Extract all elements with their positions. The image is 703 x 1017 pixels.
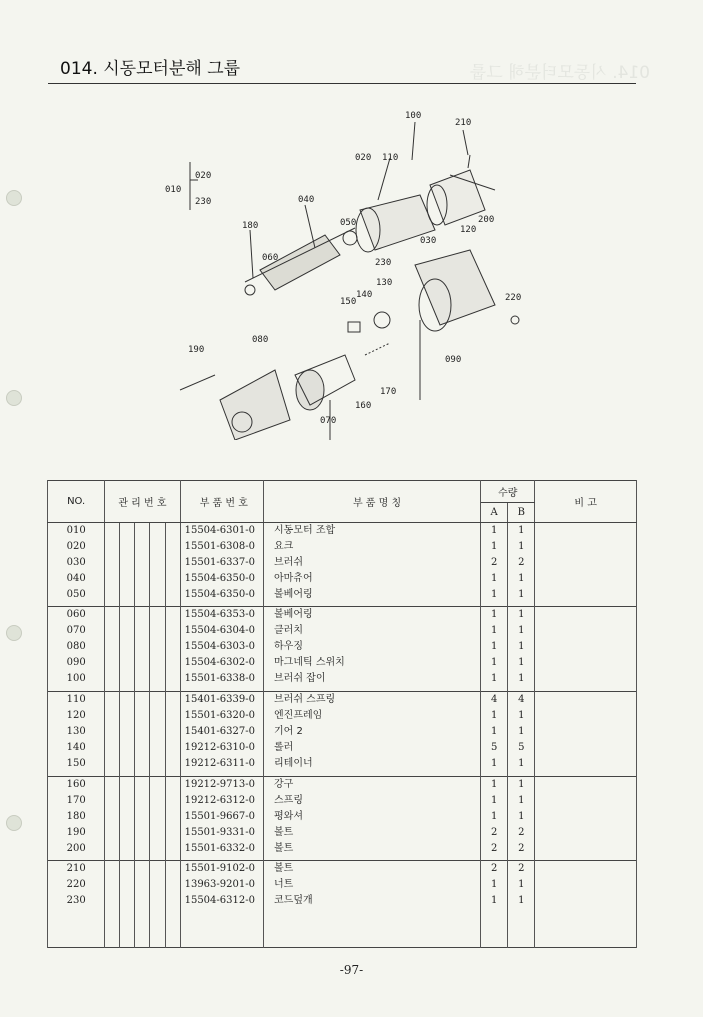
col-header-name: 부 품 명 칭 [264, 481, 481, 523]
cell-a: 1 [490, 588, 498, 600]
empty-column [150, 776, 165, 861]
empty-column [120, 607, 135, 692]
cell-a: 1 [490, 778, 498, 790]
cell-a: 1 [490, 524, 498, 536]
cell-name: 볼트 [274, 826, 294, 838]
diagram-label: 060 [262, 253, 279, 263]
row-group [48, 522, 637, 607]
diagram-label: 020 [195, 171, 212, 181]
diagram-label: 190 [188, 345, 205, 355]
cell-code: 15504-6302-0 [184, 657, 255, 669]
empty-column [165, 607, 180, 692]
cell-code: 13963-9201-0 [184, 879, 255, 891]
empty-column [535, 607, 637, 692]
col-a [481, 692, 508, 777]
cell-name: 강구 [274, 778, 294, 790]
cell-name: 요크 [274, 540, 294, 552]
cell-a: 4 [490, 694, 498, 706]
empty-column [165, 692, 180, 777]
cell-code: 15501-6338-0 [184, 673, 255, 685]
diagram-label: 100 [405, 111, 422, 121]
cell-no: 030 [66, 556, 86, 568]
cell-no: 210 [66, 863, 86, 875]
cell-b: 1 [518, 588, 525, 600]
col-b [508, 776, 535, 861]
cell-a: 1 [490, 657, 498, 669]
diagram-label: 020 [355, 153, 372, 163]
binder-hole [6, 190, 22, 206]
cell-no: 090 [66, 657, 86, 669]
empty-column [105, 776, 120, 861]
cell-no: 170 [66, 794, 86, 806]
cell-name: 코드덮개 [274, 895, 313, 907]
empty-column [120, 522, 135, 607]
empty-column [165, 776, 180, 861]
cell-b: 1 [518, 540, 525, 552]
row-group [48, 607, 637, 692]
empty-column [150, 692, 165, 777]
cell-no: 100 [66, 673, 86, 685]
empty-column [535, 861, 637, 948]
cell-code: 15504-6303-0 [184, 641, 255, 653]
col-name [264, 522, 481, 607]
cell-b: 1 [518, 879, 525, 891]
cell-code: 15504-6350-0 [184, 572, 255, 584]
cell-name: 볼베어링 [274, 609, 313, 621]
col-name [264, 776, 481, 861]
empty-column [535, 776, 637, 861]
cell-a: 2 [490, 863, 498, 875]
bleed-through-title: 014. 시동모터분해 그룹 [470, 63, 651, 83]
col-header-qty: 수량 [481, 481, 535, 503]
cell-b: 1 [518, 657, 525, 669]
cell-b: 1 [518, 794, 525, 806]
col-name [264, 607, 481, 692]
cell-b: 1 [518, 673, 525, 685]
diagram-label: 140 [356, 290, 373, 300]
cell-no: 110 [66, 694, 86, 706]
cell-no: 080 [66, 641, 86, 653]
cell-b: 1 [518, 758, 525, 770]
cell-a: 1 [490, 758, 498, 770]
parts-table [47, 480, 637, 948]
col-code [180, 522, 263, 607]
cell-a: 2 [490, 556, 498, 568]
col-no [48, 607, 105, 692]
col-name [264, 861, 481, 948]
cell-no: 010 [66, 524, 86, 536]
cell-code: 15504-6304-0 [184, 625, 255, 637]
empty-column [165, 861, 180, 948]
cell-code: 19212-6310-0 [184, 742, 255, 754]
page-number: -97- [339, 963, 364, 977]
cell-a: 2 [490, 826, 498, 838]
binder-hole [6, 390, 22, 406]
cell-code: 19212-9713-0 [184, 778, 255, 790]
cell-code: 15501-9331-0 [184, 826, 255, 838]
cell-name: 클러치 [274, 625, 303, 637]
empty-column [105, 607, 120, 692]
empty-column [165, 522, 180, 607]
empty-column [150, 522, 165, 607]
cell-a: 1 [490, 879, 498, 891]
cell-name: 롤러 [274, 742, 294, 754]
cell-b: 1 [518, 895, 525, 907]
cell-name: 브러쉬 [274, 556, 303, 568]
diagram-label: 110 [382, 153, 399, 163]
col-a [481, 861, 508, 948]
diagram-label: 230 [195, 197, 212, 207]
col-a [481, 522, 508, 607]
diagram-label: 160 [355, 401, 372, 411]
cell-no: 140 [66, 742, 86, 754]
cell-no: 120 [66, 710, 86, 722]
col-a [481, 607, 508, 692]
diagram-label: 010 [165, 185, 182, 195]
diagram-label: 230 [375, 258, 392, 268]
diagram-label: 050 [340, 218, 357, 228]
col-no [48, 861, 105, 948]
empty-column [135, 861, 150, 948]
cell-b: 2 [518, 863, 525, 875]
cell-name: 브러쉬 잡이 [274, 673, 326, 685]
diagram-label: 130 [376, 278, 393, 288]
cell-a: 1 [490, 641, 498, 653]
cell-no: 190 [66, 826, 86, 838]
cell-no: 220 [66, 879, 86, 891]
cell-name: 볼트 [274, 842, 294, 854]
col-code [180, 607, 263, 692]
col-code [180, 861, 263, 948]
cell-name: 리테이너 [274, 758, 313, 770]
cell-no: 130 [66, 726, 86, 738]
cell-no: 160 [66, 778, 86, 790]
binder-hole [6, 625, 22, 641]
cell-no: 200 [66, 842, 86, 854]
col-name [264, 692, 481, 777]
cell-name: 볼트 [274, 863, 294, 875]
empty-column [535, 522, 637, 607]
cell-b: 1 [518, 641, 525, 653]
diagram-label: 220 [505, 293, 522, 303]
empty-column [135, 692, 150, 777]
empty-column [105, 522, 120, 607]
col-no [48, 776, 105, 861]
cell-no: 150 [66, 758, 86, 770]
col-header-a: A [481, 502, 508, 522]
cell-a: 1 [490, 895, 498, 907]
diagram-label: 210 [455, 118, 472, 128]
cell-name: 평와셔 [274, 810, 303, 822]
cell-b: 2 [518, 842, 525, 854]
cell-code: 15501-6337-0 [184, 556, 255, 568]
cell-b: 1 [518, 726, 525, 738]
cell-no: 050 [66, 588, 86, 600]
row-group [48, 776, 637, 861]
col-b [508, 692, 535, 777]
cell-a: 1 [490, 810, 498, 822]
cell-code: 15501-6320-0 [184, 710, 255, 722]
cell-b: 1 [518, 524, 525, 536]
diagram-label: 030 [420, 236, 437, 246]
row-group [48, 692, 637, 777]
diagram-label: 150 [340, 297, 357, 307]
cell-no: 020 [66, 540, 86, 552]
cell-b: 1 [518, 710, 525, 722]
cell-b: 1 [518, 625, 525, 637]
cell-name: 시동모터 조합 [274, 524, 336, 536]
cell-no: 060 [66, 609, 86, 621]
cell-code: 15401-6339-0 [184, 694, 255, 706]
cell-code: 15504-6350-0 [184, 588, 255, 600]
cell-code: 15504-6312-0 [184, 895, 255, 907]
binder-hole [6, 815, 22, 831]
cell-code: 15501-6308-0 [184, 540, 255, 552]
diagram-label: 180 [242, 221, 259, 231]
cell-a: 2 [490, 842, 498, 854]
exploded-diagram [150, 100, 550, 440]
cell-name: 하우징 [274, 641, 303, 653]
diagram-label: 170 [380, 387, 397, 397]
col-header-note: 비 고 [535, 481, 637, 523]
cell-a: 1 [490, 609, 498, 621]
empty-column [120, 692, 135, 777]
cell-code: 19212-6311-0 [184, 758, 255, 770]
col-header-b: B [508, 502, 535, 522]
col-header-code: 부 품 번 호 [180, 481, 263, 523]
title-rule [48, 83, 636, 84]
cell-b: 2 [518, 826, 525, 838]
cell-code: 15501-6332-0 [184, 842, 255, 854]
cell-a: 5 [490, 742, 498, 754]
cell-code: 15504-6353-0 [184, 609, 255, 621]
cell-name: 기어 2 [274, 726, 303, 738]
cell-code: 15504-6301-0 [184, 524, 255, 536]
empty-column [150, 861, 165, 948]
diagram-label: 080 [252, 335, 269, 345]
cell-no: 180 [66, 810, 86, 822]
cell-b: 1 [518, 778, 525, 790]
empty-column [120, 861, 135, 948]
diagram-label: 120 [460, 225, 477, 235]
col-no [48, 522, 105, 607]
diagram-label: 040 [298, 195, 315, 205]
cell-name: 아마츄어 [274, 572, 313, 584]
cell-no: 040 [66, 572, 86, 584]
cell-a: 1 [490, 673, 498, 685]
empty-column [135, 607, 150, 692]
cell-code: 15401-6327-0 [184, 726, 255, 738]
cell-a: 1 [490, 726, 498, 738]
empty-column [135, 522, 150, 607]
col-b [508, 522, 535, 607]
cell-b: 2 [518, 556, 525, 568]
col-b [508, 607, 535, 692]
col-b [508, 861, 535, 948]
row-group [48, 861, 637, 948]
cell-a: 1 [490, 710, 498, 722]
cell-name: 엔진프레임 [274, 710, 323, 722]
page-title: 014. 시동모터분해 그룹 [60, 59, 241, 79]
cell-b: 4 [518, 694, 525, 706]
cell-name: 너트 [274, 879, 294, 891]
cell-name: 브러쉬 스프링 [274, 694, 336, 706]
diagram-label: 200 [478, 215, 495, 225]
cell-a: 1 [490, 572, 498, 584]
col-header-no: NO. [48, 481, 105, 523]
cell-code: 15501-9102-0 [184, 863, 255, 875]
cell-b: 1 [518, 572, 525, 584]
cell-name: 스프링 [274, 794, 303, 806]
cell-name: 마그네틱 스위치 [274, 657, 345, 669]
empty-column [120, 776, 135, 861]
empty-column [105, 692, 120, 777]
col-no [48, 692, 105, 777]
cell-code: 19212-6312-0 [184, 794, 255, 806]
cell-code: 15501-9667-0 [184, 810, 255, 822]
empty-column [535, 692, 637, 777]
cell-a: 1 [490, 625, 498, 637]
diagram-label: 070 [320, 416, 337, 426]
col-a [481, 776, 508, 861]
cell-name: 볼베어링 [274, 588, 313, 600]
col-code [180, 692, 263, 777]
cell-a: 1 [490, 794, 498, 806]
cell-no: 230 [66, 895, 86, 907]
col-header-mgmt: 관 리 번 호 [105, 481, 180, 523]
empty-column [105, 861, 120, 948]
diagram-label: 090 [445, 355, 462, 365]
cell-b: 5 [518, 742, 525, 754]
cell-a: 1 [490, 540, 498, 552]
empty-column [150, 607, 165, 692]
cell-b: 1 [518, 810, 525, 822]
cell-no: 070 [66, 625, 86, 637]
col-code [180, 776, 263, 861]
empty-column [135, 776, 150, 861]
cell-b: 1 [518, 609, 525, 621]
